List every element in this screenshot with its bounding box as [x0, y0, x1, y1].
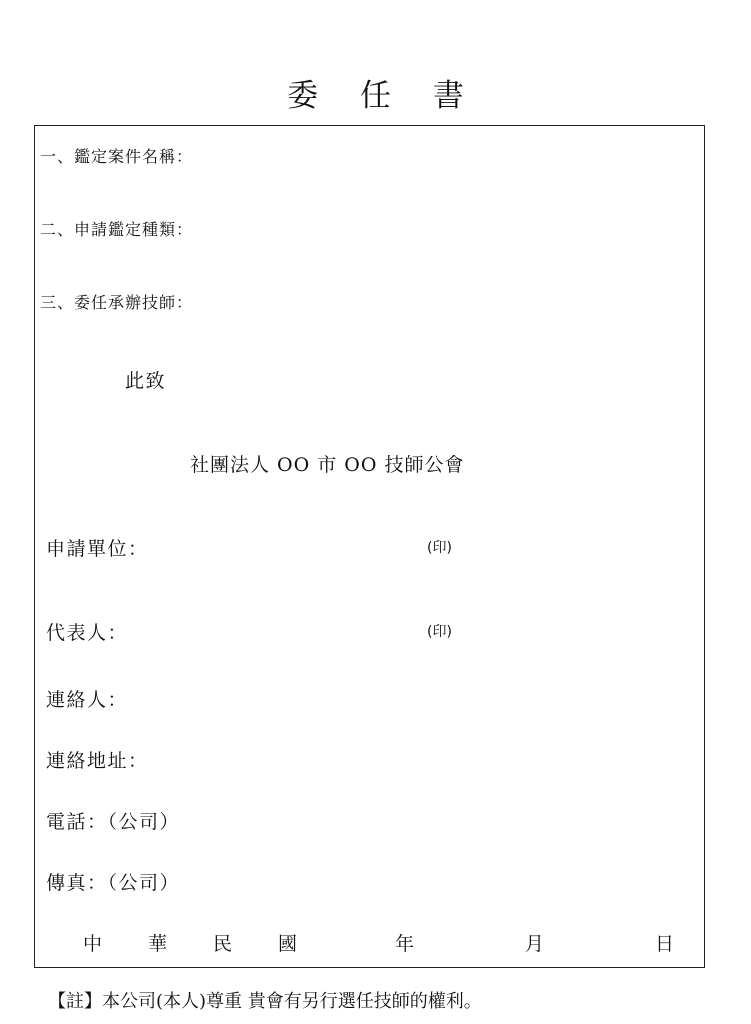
date-month-label: 月: [525, 933, 545, 955]
form-frame: [34, 125, 705, 968]
contact-address-label: 連絡地址：: [46, 750, 149, 772]
representative-label: 代表人：: [46, 622, 129, 644]
engineer-label: 三、委任承辦技師：: [40, 293, 194, 312]
representative-seal: (印): [427, 624, 452, 640]
case-name-label: 一、鑑定案件名稱：: [40, 147, 194, 166]
contact-person-label: 連絡人：: [46, 689, 129, 711]
date-char-min: 民: [213, 933, 233, 955]
applicant-unit-label: 申請單位：: [46, 538, 149, 560]
association-name: 社團法人 OO 市 OO 技師公會: [190, 454, 465, 476]
document-title: 委 任 書: [287, 78, 480, 114]
date-char-guo: 國: [278, 933, 298, 955]
date-char-zhong: 中: [83, 933, 103, 955]
footnote: 【註】本公司(本人)尊重 貴會有另行選任技師的權利。: [48, 991, 482, 1012]
date-year-label: 年: [395, 933, 415, 955]
date-char-hua: 華: [148, 933, 168, 955]
phone-label: 電話：（公司）: [46, 811, 181, 833]
fax-label: 傳真：（公司）: [46, 872, 181, 894]
applicant-unit-seal: (印): [427, 540, 452, 556]
date-day-label: 日: [655, 933, 675, 955]
appraisal-type-label: 二、申請鑑定種類：: [40, 220, 194, 239]
salutation: 此致: [125, 370, 167, 392]
